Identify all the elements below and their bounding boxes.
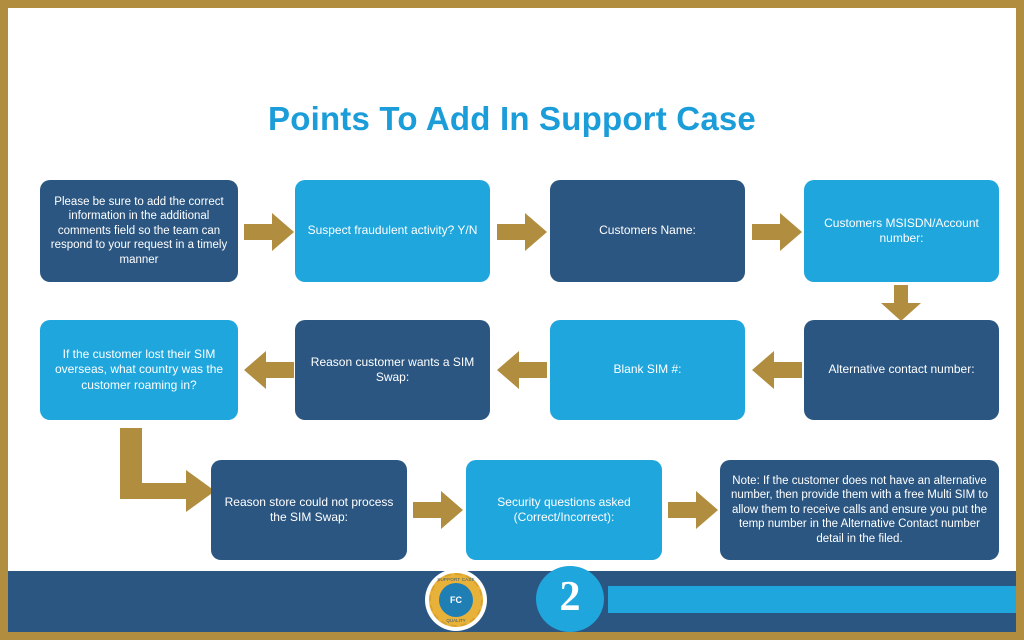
arrow-left-1 <box>244 351 294 389</box>
flow-node-label: Suspect fraudulent activity? Y/N <box>307 223 478 238</box>
flow-node-note-multi-sim <box>720 460 999 560</box>
flow-node-reason-store-failed <box>211 460 407 560</box>
arrow-elbow-down-right <box>120 428 215 518</box>
arrow-left-3 <box>752 351 802 389</box>
brand-logo-label: 2 <box>559 574 581 620</box>
flow-node-blank-sim <box>550 320 745 420</box>
flow-node-label: Please be sure to add the correct information in the additional comments field so the team can respond to your request in a timely manner <box>50 195 228 266</box>
flow-node-security-questions <box>466 460 662 560</box>
flow-node-label: Blank SIM #: <box>613 362 682 377</box>
arrow-right-5 <box>668 491 718 529</box>
arrow-left-2 <box>497 351 547 389</box>
flow-node-label: Security questions asked (Correct/Incorrect): <box>497 494 631 524</box>
flow-node-label: Alternative contact number: <box>828 362 975 377</box>
flow-node-label: Reason customer wants a SIM Swap: <box>310 354 475 384</box>
arrow-right-1 <box>244 213 294 251</box>
arrow-right-3 <box>752 213 802 251</box>
quality-seal-badge <box>425 569 487 631</box>
seal-top-text: SUPPORT CASE <box>437 577 475 582</box>
seal-initials: FC <box>439 583 473 617</box>
flow-node-label: Customers Name: <box>599 223 696 238</box>
flow-node-msisdn <box>804 180 999 282</box>
flow-node-reason-sim-swap <box>295 320 490 420</box>
arrow-right-2 <box>497 213 547 251</box>
flow-node-customers-name <box>550 180 745 282</box>
arrow-down-1 <box>881 285 921 321</box>
flow-node-add-info <box>40 180 238 282</box>
flow-node-suspect-fraud <box>295 180 490 282</box>
flow-node-label: Note: If the customer does not have an alternative number, then provide them with a free Multi SIM to allow them to receive calls and ensure you put the temp number in the Alternative Contact number detail in the filed. <box>731 474 988 545</box>
seal-bottom-text: QUALITY <box>446 618 466 623</box>
flow-node-label: Customers MSISDN/Account number: <box>824 215 979 245</box>
page-title: Points To Add In Support Case <box>268 100 756 137</box>
flow-node-label: If the customer lost their SIM overseas, what country was the customer roaming in? <box>54 347 224 392</box>
footer-accent-bar <box>608 586 1016 613</box>
seal-ring <box>429 573 483 627</box>
flow-node-label: Reason store could not process the SIM Swap: <box>224 494 394 524</box>
flow-node-alt-contact-number <box>804 320 999 420</box>
flow-node-lost-sim-overseas <box>40 320 238 420</box>
brand-logo <box>536 566 604 632</box>
slide-canvas <box>8 8 1016 632</box>
arrow-right-4 <box>413 491 463 529</box>
